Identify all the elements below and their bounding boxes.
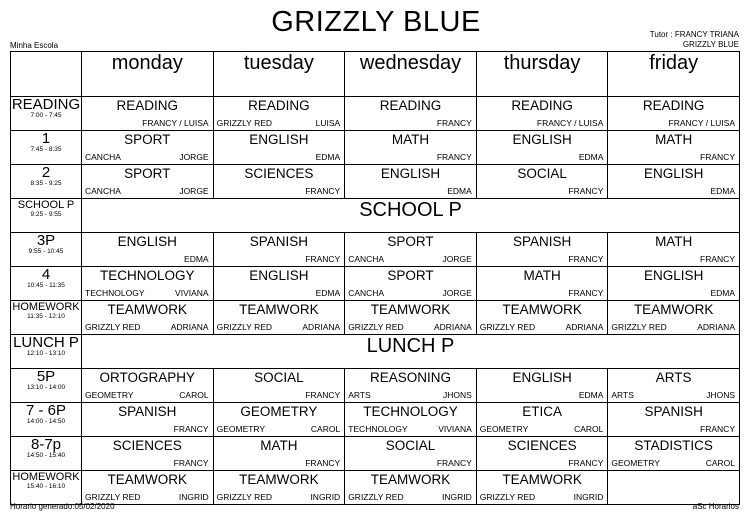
lesson-cell <box>476 267 608 301</box>
teacher-label: CAROL <box>179 390 209 400</box>
room-label: GRIZZLY RED <box>611 322 667 332</box>
teacher-label: EDMA <box>447 186 472 196</box>
period-time: 14:00 - 14:50 <box>26 418 66 425</box>
teacher-label: FRANCY <box>700 152 735 162</box>
teacher-label: VIVIANA <box>438 424 472 434</box>
lesson-cell <box>476 369 608 403</box>
subject-label: READING <box>248 98 310 113</box>
period-header <box>11 97 82 131</box>
period-name: HOMEWORK <box>12 301 80 313</box>
period-row <box>11 369 740 403</box>
period-header <box>11 335 82 369</box>
subject-label: ORTOGRAPHY <box>99 370 196 385</box>
subject-label: MATH <box>523 268 561 283</box>
period-row <box>11 165 740 199</box>
room-label: GEOMETRY <box>85 390 134 400</box>
period-time: 8:35 - 9:25 <box>30 180 62 187</box>
subject-label: ETICA <box>522 404 562 419</box>
teacher-label: EDMA <box>710 288 735 298</box>
subject-label: ENGLISH <box>380 166 441 181</box>
teacher-label: CAROL <box>310 424 341 434</box>
teacher-label: ADRIANA <box>565 322 604 332</box>
subject-label: MATH <box>655 132 693 147</box>
period-time: 7:45 - 8:35 <box>30 146 62 153</box>
lesson-cell <box>345 233 477 267</box>
lesson-cell <box>82 437 214 471</box>
period-row <box>11 97 740 131</box>
lesson-cell <box>345 369 477 403</box>
teacher-label: JHONS <box>706 390 735 400</box>
page-title: GRIZZLY BLUE <box>271 6 481 38</box>
lesson-cell <box>82 369 214 403</box>
subject-label: REASONING <box>369 370 451 385</box>
period-header <box>11 369 82 403</box>
room-label: GRIZZLY RED <box>216 322 273 332</box>
period-row <box>11 335 740 369</box>
room-label: GRIZZLY RED <box>216 118 273 128</box>
lesson-cell <box>476 165 608 199</box>
period-header <box>11 267 82 301</box>
day-header: tuesday <box>213 52 345 97</box>
period-name: 4 <box>41 266 51 283</box>
lesson-cell <box>213 301 345 335</box>
class-line: GRIZZLY BLUE <box>682 39 739 49</box>
period-header <box>11 403 82 437</box>
subject-label: ENGLISH <box>117 234 177 249</box>
room-label: GEOMETRY <box>611 458 660 468</box>
timetable <box>10 51 740 505</box>
teacher-label: EDMA <box>315 152 341 162</box>
lesson-cell <box>82 165 214 199</box>
timetable-body <box>11 97 740 505</box>
tutor-line: Tutor : FRANCY TRIANA <box>649 30 739 39</box>
lesson-cell <box>608 131 740 165</box>
subject-label: SPANISH <box>512 234 572 249</box>
lesson-cell <box>345 131 477 165</box>
lesson-cell <box>213 471 345 505</box>
lesson-cell <box>82 403 214 437</box>
lesson-cell <box>213 131 345 165</box>
teacher-label: FRANCY <box>700 254 735 264</box>
lesson-cell <box>608 369 740 403</box>
period-name: 3P <box>36 232 56 249</box>
day-header: friday <box>608 52 740 97</box>
period-time: 10:45 - 11:35 <box>27 282 65 289</box>
teacher-label: EDMA <box>578 152 604 162</box>
subject-label: TEAMWORK <box>502 302 582 317</box>
subject-label: TEAMWORK <box>370 472 451 487</box>
room-label: GRIZZLY RED <box>348 492 404 502</box>
lesson-cell <box>476 97 608 131</box>
subject-label: GEOMETRY <box>240 404 318 419</box>
period-header <box>11 471 82 505</box>
room-label: CANCHA <box>85 152 121 162</box>
period-time: 7:00 - 7:45 <box>30 112 62 119</box>
lesson-cell <box>82 233 214 267</box>
period-name: READING <box>11 96 81 113</box>
break-cell: SCHOOL P <box>82 199 740 233</box>
period-header <box>11 233 82 267</box>
period-row <box>11 267 740 301</box>
period-header <box>11 131 82 165</box>
day-header: wednesday <box>345 52 477 97</box>
teacher-label: FRANCY <box>436 118 472 128</box>
subject-label: SPORT <box>387 234 434 249</box>
period-row <box>11 131 740 165</box>
lesson-cell <box>82 97 214 131</box>
teacher-label: FRANCY <box>305 254 341 264</box>
period-name: HOMEWORK <box>12 471 80 483</box>
teacher-label: FRANCY <box>173 458 209 468</box>
lesson-cell <box>476 437 608 471</box>
lesson-cell <box>476 301 608 335</box>
room-label: ARTS <box>348 390 371 400</box>
lesson-cell <box>213 97 345 131</box>
teacher-label: FRANCY / LUISA <box>668 118 735 128</box>
subject-label: SOCIAL <box>517 166 567 181</box>
lesson-cell <box>213 165 345 199</box>
period-time: 12:10 - 13:10 <box>26 350 66 357</box>
subject-label: SOCIAL <box>385 438 436 453</box>
period-name: LUNCH P <box>13 334 79 351</box>
room-label: CANCHA <box>348 288 385 298</box>
period-row <box>11 471 740 505</box>
room-label: GRIZZLY RED <box>85 322 141 332</box>
subject-label: SPORT <box>124 166 171 181</box>
day-header: monday <box>82 52 214 97</box>
teacher-label: JORGE <box>442 288 472 298</box>
subject-label: TEAMWORK <box>239 472 319 487</box>
room-label: GEOMETRY <box>479 424 529 434</box>
teacher-label: JORGE <box>442 254 472 264</box>
lesson-cell <box>345 301 477 335</box>
lesson-cell <box>82 471 214 505</box>
subject-label: TEAMWORK <box>107 302 188 317</box>
room-label: GRIZZLY RED <box>479 492 536 502</box>
subject-label: ENGLISH <box>512 370 572 385</box>
teacher-label: ADRIANA <box>697 322 735 332</box>
subject-label: TEAMWORK <box>502 472 582 487</box>
room-label: GRIZZLY RED <box>85 492 141 502</box>
subject-label: SCIENCES <box>112 438 182 453</box>
teacher-label: FRANCY <box>700 424 735 434</box>
room-label: TECHNOLOGY <box>85 288 145 298</box>
lesson-cell <box>476 471 608 505</box>
subject-label: SPANISH <box>644 404 703 419</box>
subject-label: ARTS <box>655 370 692 385</box>
period-row <box>11 199 740 233</box>
software-credit: aSc Horarios <box>692 502 739 511</box>
period-header <box>11 199 82 233</box>
room-label: GRIZZLY RED <box>216 492 273 502</box>
subject-label: READING <box>116 98 179 113</box>
lesson-cell <box>82 131 214 165</box>
subject-label: MATH <box>391 132 430 147</box>
teacher-label: FRANCY / LUISA <box>536 118 604 128</box>
subject-label: ENGLISH <box>249 132 309 147</box>
subject-label: ENGLISH <box>512 132 572 147</box>
lesson-cell <box>213 437 345 471</box>
lesson-cell <box>345 165 477 199</box>
teacher-label: VIVIANA <box>175 288 209 298</box>
subject-label: READING <box>511 98 573 113</box>
subject-label: TECHNOLOGY <box>100 268 195 283</box>
subject-label: TEAMWORK <box>107 472 188 487</box>
lesson-cell <box>82 267 214 301</box>
lesson-cell <box>345 403 477 437</box>
subject-label: MATH <box>260 438 298 453</box>
teacher-label: INGRID <box>573 492 604 502</box>
period-name: SCHOOL P <box>17 199 75 211</box>
lesson-cell <box>608 403 740 437</box>
period-header <box>11 301 82 335</box>
period-time: 13:10 - 14:00 <box>26 384 66 391</box>
teacher-label: FRANCY <box>305 458 341 468</box>
subject-label: SCIENCES <box>244 166 314 181</box>
teacher-label: FRANCY <box>305 186 341 196</box>
teacher-label: FRANCY <box>568 186 604 196</box>
teacher-label: FRANCY <box>436 152 472 162</box>
teacher-label: FRANCY <box>173 424 209 434</box>
teacher-label: FRANCY <box>568 288 604 298</box>
teacher-label: FRANCY <box>305 390 341 400</box>
teacher-label: LUISA <box>315 118 341 128</box>
teacher-label: JORGE <box>179 186 209 196</box>
room-label: GEOMETRY <box>216 424 266 434</box>
subject-label: STADISTICS <box>634 438 713 453</box>
room-label: TECHNOLOGY <box>348 424 408 434</box>
teacher-label: CAROL <box>574 424 604 434</box>
subject-label: ENGLISH <box>249 268 309 283</box>
corner-cell <box>11 52 82 97</box>
period-row <box>11 301 740 335</box>
subject-label: READING <box>642 98 705 113</box>
period-name: 2 <box>41 164 51 181</box>
lesson-cell <box>608 267 740 301</box>
period-row <box>11 233 740 267</box>
lesson-cell <box>213 403 345 437</box>
teacher-label: INGRID <box>310 492 341 502</box>
subject-label: TEAMWORK <box>239 302 319 317</box>
subject-label: SPANISH <box>118 404 177 419</box>
period-time: 15:40 - 16:10 <box>26 483 66 490</box>
subject-label: SPANISH <box>249 234 309 249</box>
subject-label: READING <box>379 98 442 113</box>
generated-date: Horario generado:05/02/2020 <box>10 502 115 511</box>
period-name: 5P <box>36 368 56 385</box>
teacher-label: JORGE <box>179 152 209 162</box>
subject-label: TEAMWORK <box>370 302 451 317</box>
teacher-label: ADRIANA <box>302 322 341 332</box>
teacher-label: EDMA <box>315 288 341 298</box>
teacher-label: EDMA <box>184 254 209 264</box>
subject-label: TEAMWORK <box>633 302 714 317</box>
teacher-label: FRANCY <box>436 458 472 468</box>
lesson-cell <box>608 233 740 267</box>
subject-label: SOCIAL <box>254 370 304 385</box>
tutor-info <box>650 30 739 49</box>
period-header <box>11 165 82 199</box>
period-time: 9:25 - 9:55 <box>30 211 62 218</box>
lesson-cell <box>608 301 740 335</box>
lesson-cell <box>476 131 608 165</box>
lesson-cell <box>608 437 740 471</box>
teacher-label: FRANCY <box>568 458 604 468</box>
subject-label: SCIENCES <box>507 438 577 453</box>
teacher-label: INGRID <box>442 492 472 502</box>
subject-label: ENGLISH <box>644 268 704 283</box>
teacher-label: ADRIANA <box>170 322 209 332</box>
lesson-cell <box>608 97 740 131</box>
subject-label: SPORT <box>387 268 434 283</box>
teacher-label: JHONS <box>442 390 472 400</box>
lesson-cell <box>345 437 477 471</box>
break-cell: LUNCH P <box>82 335 740 369</box>
room-label: ARTS <box>611 390 634 400</box>
lesson-cell <box>608 165 740 199</box>
period-name: 1 <box>41 130 51 147</box>
lesson-cell <box>213 267 345 301</box>
teacher-label: FRANCY / LUISA <box>142 118 209 128</box>
lesson-cell <box>345 267 477 301</box>
period-row <box>11 403 740 437</box>
teacher-label: EDMA <box>710 186 735 196</box>
room-label: CANCHA <box>85 186 121 196</box>
subject-label: MATH <box>655 234 693 249</box>
teacher-label: FRANCY <box>568 254 604 264</box>
period-name: 8-7p <box>30 436 62 453</box>
period-time: 11:35 - 12:10 <box>27 313 65 320</box>
lesson-cell <box>345 97 477 131</box>
lesson-cell <box>345 471 477 505</box>
lesson-cell <box>213 233 345 267</box>
subject-label: ENGLISH <box>644 166 704 181</box>
period-header <box>11 437 82 471</box>
period-row <box>11 437 740 471</box>
lesson-cell <box>608 471 740 505</box>
period-name: 7 - 6P <box>25 402 67 419</box>
school-name: Minha Escola <box>10 41 59 50</box>
period-time: 14:50 - 15:40 <box>26 452 66 459</box>
teacher-label: ADRIANA <box>433 322 472 332</box>
day-header: thursday <box>476 52 608 97</box>
teacher-label: CAROL <box>705 458 735 468</box>
period-time: 9:55 - 10:45 <box>28 248 64 255</box>
lesson-cell <box>476 403 608 437</box>
teacher-label: INGRID <box>178 492 209 502</box>
lesson-cell <box>213 369 345 403</box>
subject-label: SPORT <box>124 132 171 147</box>
room-label: CANCHA <box>348 254 385 264</box>
teacher-label: EDMA <box>578 390 604 400</box>
subject-label: TECHNOLOGY <box>363 404 458 419</box>
lesson-cell <box>476 233 608 267</box>
room-label: GRIZZLY RED <box>479 322 536 332</box>
lesson-cell <box>82 301 214 335</box>
room-label: GRIZZLY RED <box>348 322 404 332</box>
